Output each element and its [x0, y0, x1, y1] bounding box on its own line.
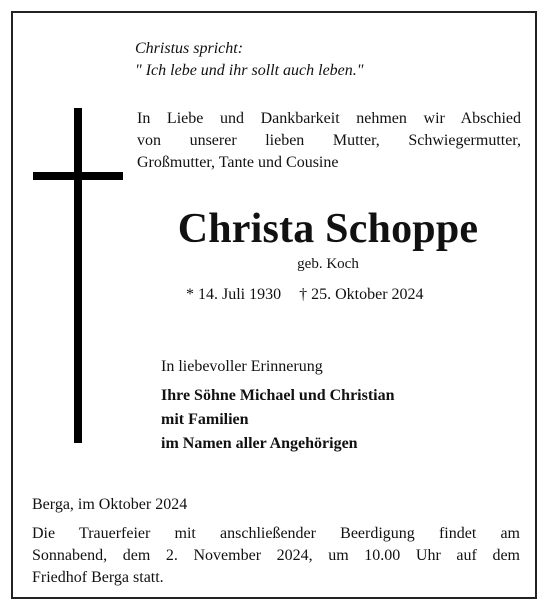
funeral-notice	[32, 523, 520, 589]
farewell-text	[137, 108, 521, 174]
funeral-line-1: Die Trauerfeier mit anschließender Beerdigung findet am	[32, 525, 520, 542]
deceased-name: Christa Schoppe	[177, 206, 479, 252]
farewell-line-2: von unserer lieben Mutter, Schwiegermutter,	[137, 132, 521, 149]
life-dates	[186, 284, 424, 306]
funeral-line-3: Friedhof Berga statt.	[32, 569, 164, 586]
cross-vertical-bar	[74, 108, 82, 443]
mourners-line-3: im Namen aller Angehörigen	[161, 435, 358, 452]
quote-text: " Ich lebe und ihr sollt auch leben."	[135, 62, 364, 79]
farewell-line-1: In Liebe und Dankbarkeit nehmen wir Abschied	[137, 110, 521, 127]
death-date: † 25. Oktober 2024	[299, 286, 424, 303]
place-date: Berga, im Oktober 2024	[32, 496, 188, 513]
mourners-line-1: Ihre Söhne Michael und Christian	[161, 387, 395, 404]
birth-date: * 14. Juli 1930	[186, 286, 282, 303]
memory-line: In liebevoller Erinnerung	[161, 358, 323, 375]
mourners-line-2: mit Familien	[161, 411, 249, 428]
farewell-line-3: Großmutter, Tante und Cousine	[137, 154, 339, 171]
bible-quote	[135, 38, 364, 82]
mourners-list	[161, 384, 395, 456]
quote-attribution: Christus spricht:	[135, 40, 244, 57]
funeral-line-2: Sonnabend, dem 2. November 2024, um 10.00 Uhr auf dem	[32, 547, 520, 564]
maiden-name: geb. Koch	[297, 256, 359, 272]
cross-horizontal-bar	[33, 172, 123, 180]
